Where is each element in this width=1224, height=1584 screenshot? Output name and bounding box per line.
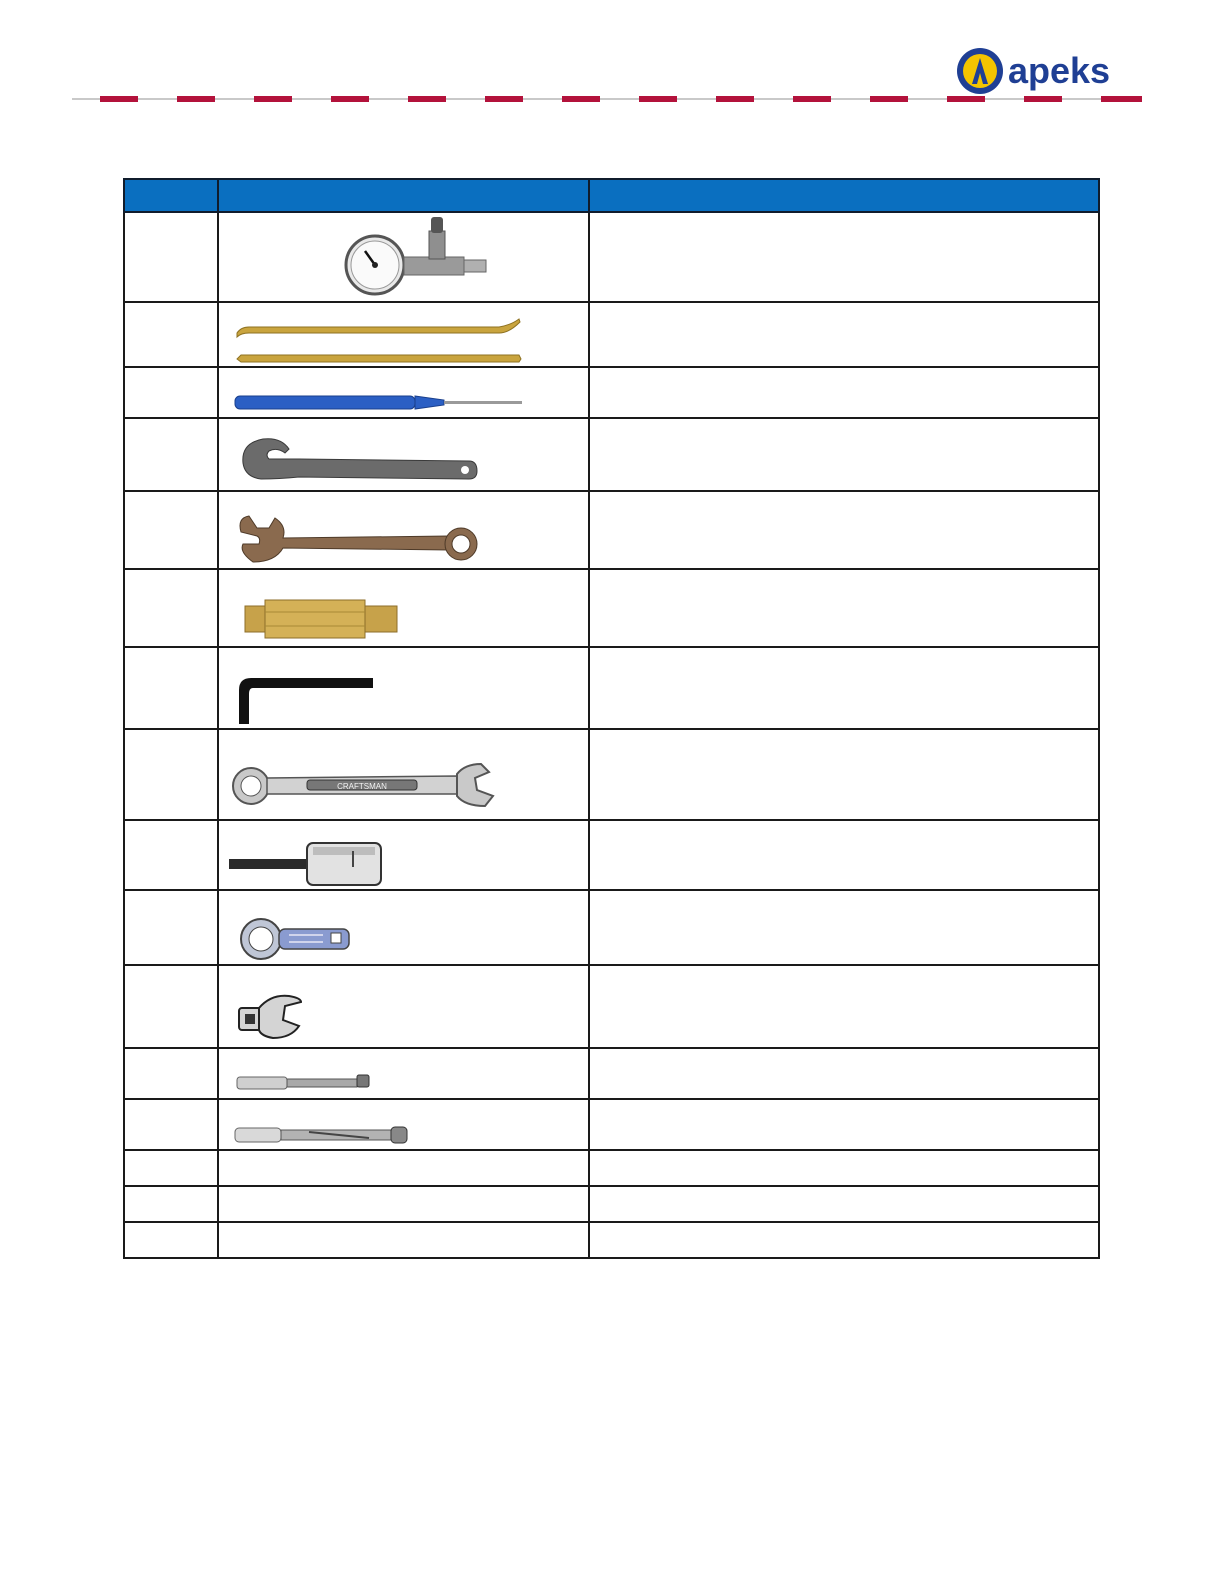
part-number-cell [124, 965, 218, 1048]
part-number-cell [124, 1186, 218, 1222]
description-cell [589, 1186, 1099, 1222]
part-number-cell [124, 212, 218, 302]
description-cell [589, 569, 1099, 647]
table-row [124, 647, 1099, 729]
tool-cell [218, 1186, 589, 1222]
column-header [218, 179, 589, 212]
part-number-cell [124, 647, 218, 729]
column-header [124, 179, 218, 212]
description-cell [589, 418, 1099, 491]
tool-cell [218, 1150, 589, 1186]
description-cell [589, 965, 1099, 1048]
torque-wrench-large-image [219, 1100, 588, 1149]
description-cell [589, 302, 1099, 367]
table-row [124, 418, 1099, 491]
table-row [124, 491, 1099, 569]
brass-o-ring-picks-image [219, 303, 588, 366]
part-number-cell [124, 729, 218, 820]
part-number-cell [124, 1099, 218, 1150]
table-row [124, 367, 1099, 418]
table-row [124, 1222, 1099, 1258]
description-cell [589, 1099, 1099, 1150]
part-number-cell [124, 820, 218, 890]
table-row [124, 729, 1099, 820]
blue-pin-punch-image [219, 368, 588, 417]
part-number-cell [124, 569, 218, 647]
part-number-cell [124, 491, 218, 569]
c-spanner-image [219, 419, 588, 490]
description-cell [589, 647, 1099, 729]
part-number-cell [124, 367, 218, 418]
tools-table [123, 178, 1100, 1259]
table-row [124, 1150, 1099, 1186]
torque-wrench-small-image [219, 1049, 588, 1098]
column-header [589, 179, 1099, 212]
description-cell [589, 820, 1099, 890]
combination-wrench-bronze-image [219, 492, 588, 568]
part-number-cell [124, 302, 218, 367]
hex-key-image [219, 648, 588, 728]
table-row [124, 212, 1099, 302]
table-header-row [124, 179, 1099, 212]
header-rule [72, 96, 1142, 102]
table-row [124, 820, 1099, 890]
part-number-cell [124, 1222, 218, 1258]
description-cell [589, 212, 1099, 302]
description-cell [589, 367, 1099, 418]
part-number-cell [124, 1150, 218, 1186]
table-row [124, 890, 1099, 965]
part-number-cell [124, 1048, 218, 1099]
description-cell [589, 1222, 1099, 1258]
table-row [124, 1186, 1099, 1222]
description-cell [589, 491, 1099, 569]
table-row [124, 569, 1099, 647]
craftsman-combination-wrench-image [219, 730, 588, 819]
table-row [124, 302, 1099, 367]
description-cell [589, 1048, 1099, 1099]
logo-text: apeks [1008, 50, 1111, 91]
hex-socket-bit-image [219, 821, 588, 889]
part-number-cell [124, 890, 218, 965]
pressure-gauge-image [219, 213, 588, 301]
ring-crowfoot-wrench-image [219, 891, 588, 964]
table-row [124, 1048, 1099, 1099]
crowfoot-wrench-image [219, 966, 588, 1047]
part-number-cell [124, 418, 218, 491]
table-row [124, 965, 1099, 1048]
table-row [124, 1099, 1099, 1150]
brass-adapter-image [219, 570, 588, 646]
apeks-logo [956, 46, 1142, 96]
craftsman-stamp: CRAFTSMAN [337, 782, 387, 791]
description-cell [589, 729, 1099, 820]
description-cell [589, 1150, 1099, 1186]
tool-cell [218, 1222, 589, 1258]
description-cell [589, 890, 1099, 965]
